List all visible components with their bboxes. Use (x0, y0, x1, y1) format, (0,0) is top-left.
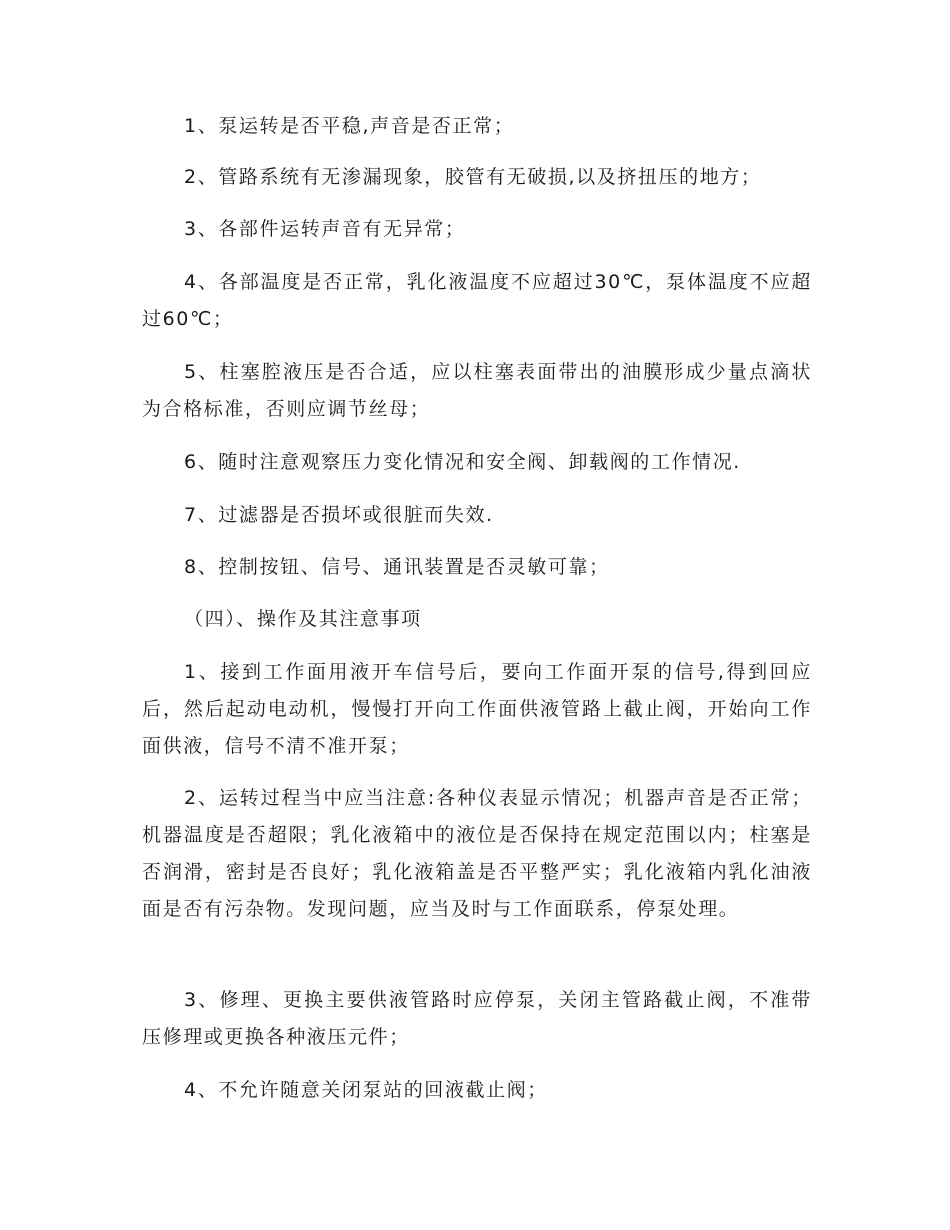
check-item-3: 3、各部件运转声音有无异常； (184, 218, 466, 240)
check-item-4: 4、各部温度是否正常，乳化液温度不应超过30℃，泵体温度不应超过60℃； (142, 271, 812, 330)
operation-item-2: 2、运转过程当中应当注意:各种仪表显示情况；机器声音是否正常；机器温度是否超限；乳化液箱中的液位是否保持在规定范围以内；柱塞是否润滑，密封是否良好；乳化液箱盖是否平整严实；乳化液箱内乳化油液面是否有污杂物。发现问题，应当及时与工作面联系，停泵处理。 (142, 787, 812, 920)
check-item-6: 6、随时注意观察压力变化情况和安全阀、卸载阀的工作情况. (184, 451, 741, 473)
operation-item-1: 1、接到工作面用液开车信号后，要向工作面开泵的信号,得到回应后，然后起动电动机，慢慢打开向工作面供液管路上截止阀，开始向工作面供液，信号不清不准开泵； (142, 661, 812, 757)
operation-item-4: 4、不允许随意关闭泵站的回液截止阀； (184, 1079, 548, 1101)
operation-item-3: 3、修理、更换主要供液管路时应停泵，关闭主管路截止阀，不准带压修理或更换各种液压元件； (142, 989, 812, 1048)
check-item-2: 2、管路系统有无渗漏现象，胶管有无破损,以及挤扭压的地方； (184, 166, 762, 188)
check-item-1: 1、泵运转是否平稳,声音是否正常； (184, 115, 515, 137)
check-item-8: 8、控制按钮、信号、通讯装置是否灵敏可靠； (184, 556, 610, 578)
check-item-7: 7、过滤器是否损坏或很脏而失效. (184, 504, 494, 526)
check-item-5: 5、柱塞腔液压是否合适，应以柱塞表面带出的油膜形成少量点滴状为合格标准，否则应调节丝母； (142, 361, 812, 420)
section-heading: （四）、操作及其注意事项 (184, 608, 422, 630)
